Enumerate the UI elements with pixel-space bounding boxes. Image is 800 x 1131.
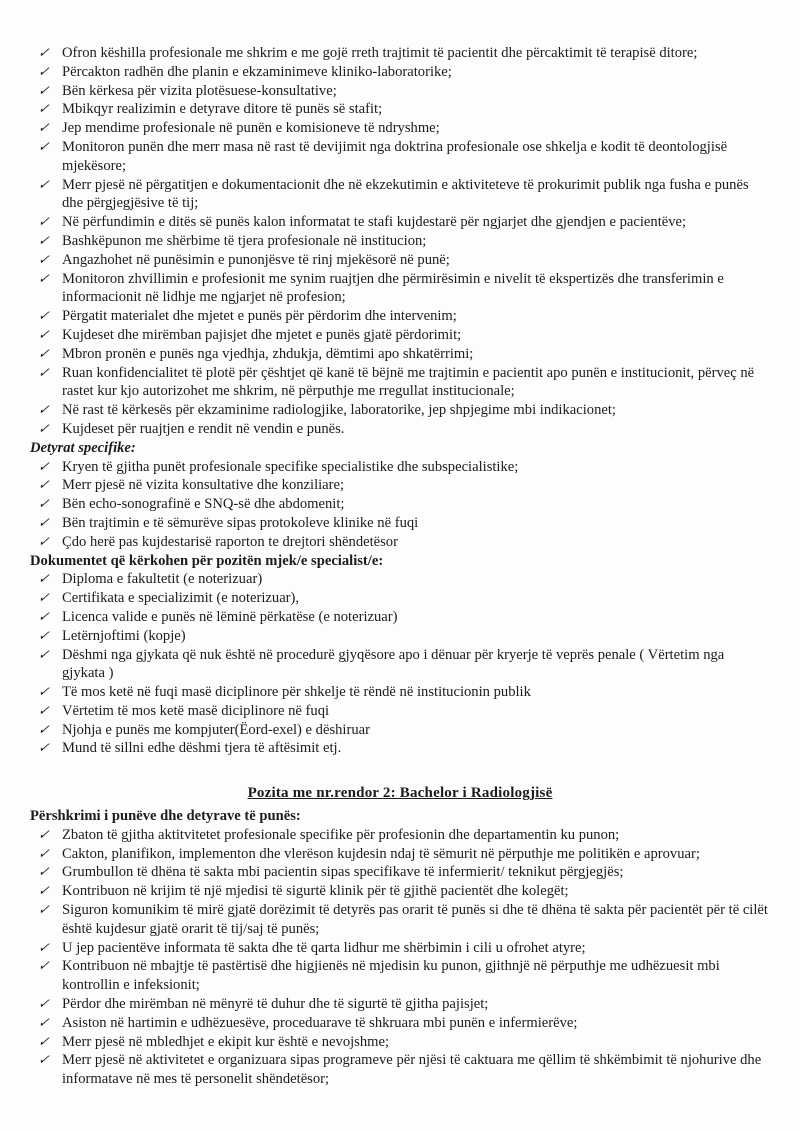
- item-text: Zbaton të gjitha aktitvitetet profesionale specifike për profesionin dhe departamentin ku punon;: [62, 826, 620, 843]
- checkmark-icon: ✓: [37, 214, 51, 230]
- checklist-item: [30, 213, 770, 232]
- item-text: Bën trajtimin e të sëmurëve sipas protokoleve klinike në fuqi: [62, 514, 419, 531]
- item-text: Të mos ketë në fuqi masë diciplinore për shkelje të rëndë në institucionin publik: [62, 684, 531, 701]
- checklist-item: [30, 476, 770, 495]
- checklist-item: [30, 882, 770, 901]
- checklist-item: [30, 514, 770, 533]
- item-text: Çdo herë pas kujdestarisë raporton te drejtori shëndetësor: [62, 533, 398, 550]
- checkmark-icon: ✓: [37, 702, 51, 718]
- checkmark-icon: ✓: [37, 740, 51, 756]
- item-text: Ruan konfidencialitet të plotë për çështjet që kanë të bëjnë me trajtimin e pacientit apo punën e institucionit, përveç në rastet kur kjo autorizohet me shkrim, në përputhje me rregullat institucionale;: [62, 364, 755, 400]
- general-duties-list: [30, 44, 770, 439]
- item-text: Dëshmi nga gjykata që nuk është në procedurë gjyqësore apo i dënuar për kryerje të veprës penale ( Vërtetim nga gjykata ): [62, 646, 725, 682]
- checkmark-icon: ✓: [37, 1052, 51, 1068]
- checkmark-icon: ✓: [37, 996, 51, 1012]
- checkmark-icon: ✓: [37, 251, 51, 267]
- checkmark-icon: ✓: [37, 232, 51, 248]
- checklist-item: [30, 251, 770, 270]
- item-text: Angazhohet në punësimin e punonjësve të rinj mjekësorë në punë;: [62, 251, 450, 268]
- checklist-item: [30, 495, 770, 514]
- checkmark-icon: ✓: [37, 646, 51, 662]
- checklist-item: [30, 270, 770, 308]
- checkmark-icon: ✓: [37, 345, 51, 361]
- checkmark-icon: ✓: [37, 826, 51, 842]
- checkmark-icon: ✓: [37, 326, 51, 342]
- checkmark-icon: ✓: [37, 82, 51, 98]
- checklist-item: [30, 176, 770, 214]
- item-text: Kryen të gjitha punët profesionale specifike specialistike dhe subspecialistike;: [62, 458, 519, 475]
- checklist-item: [30, 826, 770, 845]
- item-text: Ofron këshilla profesionale me shkrim e me gojë rreth trajtimit të pacientit dhe përcaktimit të terapisë ditore;: [62, 45, 698, 61]
- item-text: Merr pjesë në aktivitetet e organizuara sipas programeve për njësi të caktuara me qëllim të shkëmbimit të njohurive dhe informatave në mes të personelit shëndetësor;: [62, 1052, 762, 1088]
- checklist-item: [30, 82, 770, 101]
- item-text: Mbron pronën e punës nga vjedhja, zhdukja, dëmtimi apo shkatërrimi;: [62, 345, 474, 362]
- item-text: Përcakton radhën dhe planin e ekzaminimeve kliniko-laboratorike;: [62, 63, 452, 80]
- item-text: Merr pjesë në përgatitjen e dokumentacionit dhe në ekzekutimin e aktiviteteve të prokurimit publik nga fusha e punës dhe përgjegjësive të tij;: [62, 176, 749, 212]
- position-2-title: Pozita me nr.rendor 2: Bachelor i Radiologjisë: [247, 785, 553, 802]
- item-text: Bën kërkesa për vizita plotësuese-konsultative;: [62, 82, 337, 99]
- job-description-heading: Përshkrimi i punëve dhe detyrave të punës:: [30, 808, 301, 825]
- required-documents-heading: Dokumentet që kërkohen për pozitën mjek/e specialist/e:: [30, 552, 384, 569]
- checkmark-icon: ✓: [37, 420, 51, 436]
- checklist-item: [30, 1051, 770, 1089]
- checklist-item: [30, 458, 770, 477]
- checklist-item: [30, 401, 770, 420]
- checkmark-icon: ✓: [37, 721, 51, 737]
- item-text: Vërtetim të mos ketë masë diciplinore në fuqi: [62, 702, 330, 719]
- item-text: Bashkëpunon me shërbime të tjera profesionale në institucion;: [62, 232, 427, 249]
- checkmark-icon: ✓: [37, 402, 51, 418]
- checkmark-icon: ✓: [37, 1014, 51, 1030]
- checklist-item: [30, 702, 770, 721]
- item-text: U jep pacientëve informata të sakta dhe të qarta lidhur me shërbimin i cili u ofrohet atyre;: [62, 939, 586, 956]
- item-text: Njohja e punës me kompjuter(Ëord-exel) e dëshiruar: [62, 721, 370, 738]
- item-text: Përdor dhe mirëmban në mënyrë të duhur dhe të sigurtë të gjitha pajisjet;: [62, 996, 489, 1013]
- item-text: Certifikata e specializimit (e noterizuar),: [62, 590, 300, 607]
- checklist-item: [30, 533, 770, 552]
- required-documents-list: [30, 570, 770, 758]
- item-text: Monitoron zhvillimin e profesionit me synim ruajtjen dhe përmirësimin e nivelit të ekspertizës dhe transferimin e informacionit në lidhje me ngjarjet në profesion;: [62, 270, 724, 306]
- item-text: Jep mendime profesionale në punën e komisioneve të ndryshme;: [62, 120, 440, 137]
- checkmark-icon: ✓: [37, 533, 51, 549]
- checkmark-icon: ✓: [37, 845, 51, 861]
- checklist-item: [30, 345, 770, 364]
- checklist-item: [30, 845, 770, 864]
- item-text: Kujdeset për ruajtjen e rendit në vendin e punës.: [62, 420, 345, 437]
- item-text: Monitoron punën dhe merr masa në rast të devijimit nga doktrina profesionale ose shkelja e kodit të deontologjisë mjekësore;: [62, 138, 728, 174]
- checkmark-icon: ✓: [37, 883, 51, 899]
- checklist-item: [30, 863, 770, 882]
- checkmark-icon: ✓: [37, 627, 51, 643]
- checkmark-icon: ✓: [37, 590, 51, 606]
- checklist-item: [30, 119, 770, 138]
- item-text: Mbikqyr realizimin e detyrave ditore të punës së stafit;: [62, 101, 383, 118]
- checklist-item: [30, 44, 770, 63]
- checklist-item: [30, 683, 770, 702]
- item-text: Licenca valide e punës në lëminë përkatëse (e noterizuar): [62, 608, 398, 625]
- checkmark-icon: ✓: [37, 308, 51, 324]
- item-text: Grumbullon të dhëna të sakta mbi pacientin sipas specifikave të infermierit/ teknikut përgjegjës;: [62, 864, 624, 881]
- checklist-item: [30, 100, 770, 119]
- item-text: Diploma e fakultetit (e noterizuar): [62, 571, 263, 588]
- item-text: Siguron komunikim të mirë gjatë dorëzimit të detyrës pas orarit të punës si dhe të dhëna të sakta për pacientët për të cilët është kujdesur gjatë orarit të tij/saj të punës;: [62, 902, 768, 937]
- checklist-item: [30, 326, 770, 345]
- item-text: Letërnjoftimi (kopje): [62, 627, 186, 644]
- position-2-title-row: [30, 784, 770, 803]
- checkmark-icon: ✓: [37, 864, 51, 880]
- checklist-item: [30, 420, 770, 439]
- item-text: Në përfundimin e ditës së punës kalon informatat te stafi kujdestarë për ngjarjet dhe gjendjen e pacientëve;: [62, 214, 687, 231]
- checkmark-icon: ✓: [37, 514, 51, 530]
- checklist-item: [30, 63, 770, 82]
- item-text: Në rast të kërkesës për ekzaminime radiologjike, laboratorike, jep shpjegime mbi indikacionet;: [62, 402, 616, 419]
- checkmark-icon: ✓: [37, 684, 51, 700]
- checkmark-icon: ✓: [37, 101, 51, 117]
- checkmark-icon: ✓: [37, 571, 51, 587]
- checklist-item: [30, 307, 770, 326]
- checkmark-icon: ✓: [37, 63, 51, 79]
- checkmark-icon: ✓: [37, 138, 51, 154]
- checkmark-icon: ✓: [37, 176, 51, 192]
- checklist-item: [30, 1014, 770, 1033]
- checkmark-icon: ✓: [37, 902, 51, 918]
- checklist-item: [30, 939, 770, 958]
- checkmark-icon: ✓: [37, 45, 51, 60]
- item-text: Përgatit materialet dhe mjetet e punës për përdorim dhe intervenim;: [62, 308, 457, 325]
- checkmark-icon: ✓: [37, 477, 51, 493]
- item-text: Mund të sillni edhe dëshmi tjera të aftësimit etj.: [62, 740, 342, 757]
- checklist-item: [30, 138, 770, 176]
- item-text: Bën echo-sonografinë e SNQ-së dhe abdomenit;: [62, 496, 345, 513]
- checkmark-icon: ✓: [37, 608, 51, 624]
- item-text: Asiston në hartimin e udhëzuesëve, proceduarave të shkruara mbi punën e infermierëve;: [62, 1014, 578, 1031]
- bachelor-radiology-duties-list: [30, 826, 770, 1089]
- checklist-item: [30, 901, 770, 939]
- checkmark-icon: ✓: [37, 496, 51, 512]
- checkmark-icon: ✓: [37, 270, 51, 286]
- checklist-item: [30, 627, 770, 646]
- checklist-item: [30, 570, 770, 589]
- checklist-item: [30, 364, 770, 402]
- item-text: Merr pjesë në mbledhjet e ekipit kur është e nevojshme;: [62, 1033, 390, 1050]
- checklist-item: [30, 721, 770, 740]
- item-text: Merr pjesë në vizita konsultative dhe konziliare;: [62, 477, 345, 494]
- checklist-item: [30, 608, 770, 627]
- checkmark-icon: ✓: [37, 120, 51, 136]
- checkmark-icon: ✓: [37, 364, 51, 380]
- item-text: Kontribuon në mbajtje të pastërtisë dhe higjienës në mjedisin ku punon, gjithnjë në përputhje me udhëzuesit mbi kontrollin e infeksionit;: [62, 958, 720, 994]
- checklist-item: [30, 739, 770, 758]
- item-text: Cakton, planifikon, implementon dhe vlerëson kujdesin ndaj të sëmurit në përputhje me politikën e aprovuar;: [62, 845, 700, 862]
- checklist-item: [30, 646, 770, 684]
- checklist-item: [30, 1033, 770, 1052]
- item-text: Kontribuon në krijim të një mjedisi të sigurtë klinik për të gjithë pacientët dhe kolegët;: [62, 883, 569, 900]
- specific-duties-list: [30, 458, 770, 552]
- checkmark-icon: ✓: [37, 958, 51, 974]
- checklist-item: [30, 957, 770, 995]
- specific-duties-heading: Detyrat specifike:: [30, 439, 136, 456]
- checklist-item: [30, 589, 770, 608]
- checkmark-icon: ✓: [37, 939, 51, 955]
- item-text: Kujdeset dhe mirëmban pajisjet dhe mjetet e punës gjatë përdorimit;: [62, 326, 462, 343]
- checklist-item: [30, 995, 770, 1014]
- checkmark-icon: ✓: [37, 1033, 51, 1049]
- checklist-item: [30, 232, 770, 251]
- checkmark-icon: ✓: [37, 458, 51, 474]
